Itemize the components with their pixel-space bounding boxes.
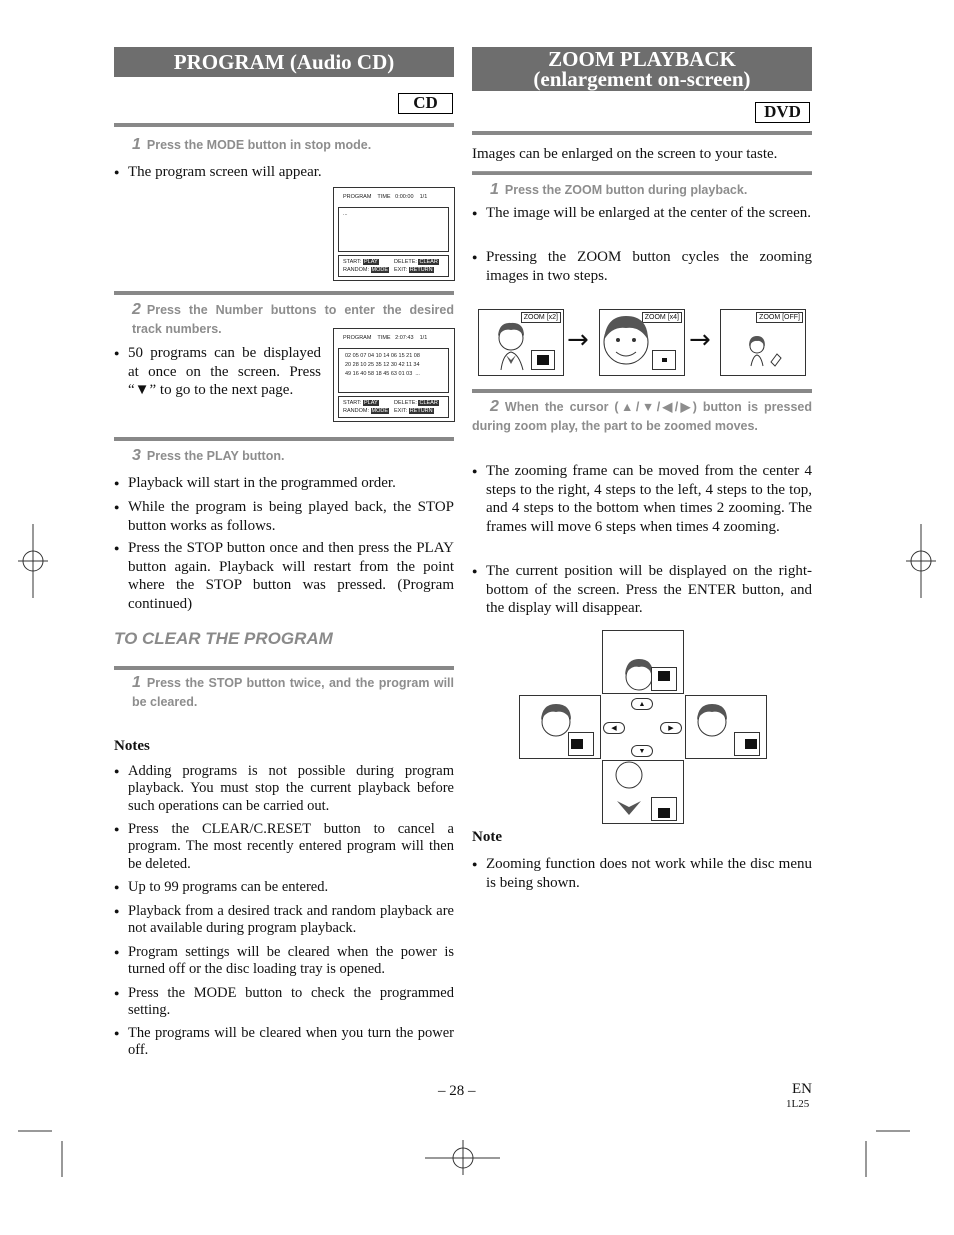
key-label: EXIT: bbox=[394, 408, 408, 414]
key-value: PLAY bbox=[363, 259, 378, 265]
note-item: ● Up to 99 programs can be entered. bbox=[114, 879, 454, 896]
left-step2-bullet: ● 50 programs can be displayed at once on the screen. Press “▼” to go to the next page. bbox=[114, 344, 321, 400]
key-value: MODE bbox=[371, 408, 389, 414]
step-number: 1 bbox=[132, 136, 141, 153]
left-step1-bullet: ● The program screen will appear. bbox=[114, 163, 368, 182]
right-step2-bullet: ● The zooming frame can be moved from the center 4 steps to the right, 4 steps to the left, 4 steps to the top, and 4 steps to the bottom when times 2 zooming. The frames will move 6 steps when times 4 zooming. bbox=[472, 462, 812, 536]
page-number: – 28 – bbox=[438, 1083, 476, 1099]
key-label: DELETE: bbox=[394, 400, 417, 406]
step-text: Press the PLAY button. bbox=[146, 449, 285, 463]
left-step3-bullet: ● Press the STOP button once and then press the PLAY button again. Playback will restart from the point where the STOP button was pressed. (Program continued) bbox=[114, 539, 454, 613]
key-value: CLEAR bbox=[419, 259, 438, 265]
step-number: 1 bbox=[490, 181, 499, 198]
zoom-tag: ZOOM [x2] bbox=[521, 312, 561, 323]
cursor-right-button: ▶ bbox=[660, 722, 682, 734]
clear-program-heading: TO CLEAR THE PROGRAM bbox=[114, 629, 333, 648]
right-step2-bullet: ● The current position will be displayed on the right-bottom of the screen. Press the ENTER button, and the display will disappear. bbox=[472, 562, 812, 618]
cd-badge: CD bbox=[398, 93, 453, 114]
note-item: ● Press the CLEAR/C.RESET button to cancel a program. The most recently entered program will then be deleted. bbox=[114, 821, 454, 873]
notes-title: Notes bbox=[114, 738, 150, 754]
step-text: Press the ZOOM button during playback. bbox=[504, 183, 748, 197]
right-step1-bullet: ● The image will be enlarged at the center of the screen. bbox=[472, 204, 812, 223]
note-item: ● The programs will be cleared when you turn the power off. bbox=[114, 1025, 454, 1060]
step-number: 2 bbox=[132, 301, 141, 318]
track-line: 49 16 40 58 18 45 63 01 03 ... bbox=[345, 371, 420, 377]
right-step1-bullet: ● Pressing the ZOOM button cycles the zooming images in two steps. bbox=[472, 248, 812, 285]
arrow-icon: → bbox=[567, 325, 589, 355]
key-value: CLEAR bbox=[419, 400, 438, 406]
left-step3-bullet: ● While the program is being played back, the STOP button works as follows. bbox=[114, 498, 454, 535]
step-text: Press the STOP button twice, and the program will be cleared. bbox=[132, 676, 454, 709]
note-title: Note bbox=[472, 829, 502, 845]
zoom-tag: ZOOM [OFF] bbox=[756, 312, 803, 323]
program-title: PROGRAM (Audio CD) bbox=[173, 50, 395, 74]
note-item: ● Playback from a desired track and random playback are not available during program playback. bbox=[114, 903, 454, 938]
key-label: EXIT: bbox=[394, 267, 408, 273]
track-line: 02 05 07 04 10 14 06 15 21 08 bbox=[345, 353, 420, 359]
step-number: 1 bbox=[132, 674, 141, 691]
language-code: EN bbox=[792, 1081, 812, 1097]
key-label: DELETE: bbox=[394, 259, 417, 265]
arrow-icon: → bbox=[689, 325, 711, 355]
key-value: MODE bbox=[371, 267, 389, 273]
step-number: 2 bbox=[490, 398, 499, 415]
key-value: PLAY bbox=[363, 400, 378, 406]
zoom-title-line1: ZOOM PLAYBACK bbox=[548, 47, 736, 71]
key-label: RANDOM: bbox=[343, 267, 369, 273]
key-label: RANDOM: bbox=[343, 408, 369, 414]
screen-header: PROGRAM TIME 2:07:43 1/1 bbox=[343, 335, 428, 341]
note-item: ● Zooming function does not work while the disc menu is being shown. bbox=[472, 855, 812, 892]
key-value: RETURN bbox=[409, 408, 433, 414]
key-value: RETURN bbox=[409, 267, 433, 273]
note-item: ● Adding programs is not possible during program playback. You must stop the current playback before such operations can be carried out. bbox=[114, 763, 454, 815]
screen-header: PROGRAM TIME 0:00:00 1/1 bbox=[343, 194, 428, 200]
step-text: Press the MODE button in stop mode. bbox=[146, 138, 372, 152]
track-line: 20 28 10 25 35 12 30 42 11 34 bbox=[345, 362, 420, 368]
cursor-left-button: ◀ bbox=[603, 722, 625, 734]
note-item: ● Program settings will be cleared when the power is turned off or the disc loading tray is opened. bbox=[114, 944, 454, 979]
zoom-title-line2: (enlargement on-screen) bbox=[533, 67, 751, 91]
zoom-tag: ZOOM [x4] bbox=[642, 312, 682, 323]
key-label: START: bbox=[343, 259, 362, 265]
zoom-intro: Images can be enlarged on the screen to your taste. bbox=[472, 146, 778, 162]
note-item: ● Press the MODE button to check the programmed setting. bbox=[114, 985, 454, 1020]
model-code: 1L25 bbox=[786, 1098, 810, 1110]
screen-dots: ... bbox=[343, 211, 348, 217]
cursor-down-button: ▼ bbox=[631, 745, 653, 757]
left-step3-bullet: ● Playback will start in the programmed order. bbox=[114, 474, 454, 493]
dvd-badge: DVD bbox=[755, 102, 810, 123]
step-text: Press the Number buttons to enter the desired track numbers. bbox=[132, 303, 454, 336]
step-text: When the cursor (▲/▼/◀/▶) button is pressed during zoom play, the part to be zoomed moves. bbox=[472, 400, 812, 433]
key-label: START: bbox=[343, 400, 362, 406]
cursor-up-button: ▲ bbox=[631, 698, 653, 710]
step-number: 3 bbox=[132, 447, 141, 464]
